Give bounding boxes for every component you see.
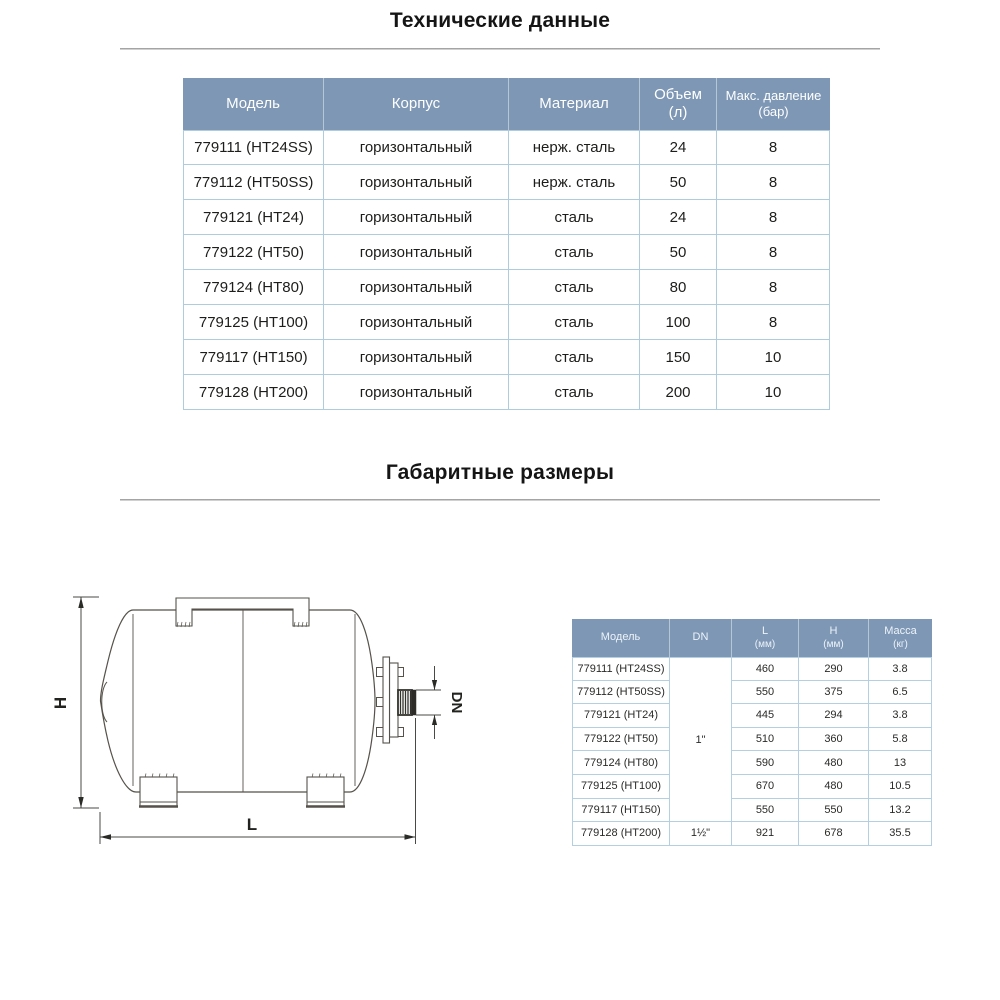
height-cell: 360 (799, 728, 869, 752)
column-header (572, 619, 670, 657)
mass-cell: 10.5 (869, 775, 932, 799)
header-line1: Корпус (391, 94, 441, 112)
column-header (670, 619, 732, 657)
length-cell: 510 (732, 728, 799, 752)
height-cell: 678 (799, 822, 869, 846)
mass-cell: 13.2 (869, 799, 932, 823)
h-arrow-top (78, 597, 83, 608)
model-cell: 779128 (HT200) (183, 375, 324, 410)
model-cell: 779124 (HT80) (183, 270, 324, 305)
material-cell: сталь (509, 340, 640, 375)
pressure-cell: 8 (717, 200, 830, 235)
dims-table-row (572, 751, 932, 775)
mass-cell: 3.8 (869, 704, 932, 728)
dimensions-table (572, 619, 932, 846)
header-line2: (л) (668, 104, 688, 121)
length-cell: 550 (732, 799, 799, 823)
header-line2: (кг) (893, 638, 908, 650)
column-header (717, 78, 830, 130)
column-header (640, 78, 717, 130)
header-line1: L (761, 624, 769, 637)
foot-left (139, 774, 178, 807)
tech-table-row (183, 340, 830, 375)
header-line1: Масса (884, 624, 917, 637)
header-line1: Материал (539, 94, 609, 112)
tech-table-row (183, 375, 830, 410)
column-header (732, 619, 799, 657)
pipe-connection (398, 690, 416, 715)
dn-group-cell: 1" (670, 657, 732, 822)
dn-label: DN (448, 691, 465, 714)
model-cell: 779117 (HT150) (183, 340, 324, 375)
pressure-cell: 10 (717, 375, 830, 410)
l-arrow-right (405, 834, 416, 839)
model-cell: 779111 (HT24SS) (183, 130, 324, 165)
height-cell: 550 (799, 799, 869, 823)
mass-cell: 6.5 (869, 681, 932, 705)
dims-header-row (572, 619, 932, 657)
tech-header-row (183, 78, 830, 130)
length-cell: 590 (732, 751, 799, 775)
model-cell: 779122 (HT50) (572, 728, 670, 752)
header-line1: Объем (654, 85, 702, 103)
material-cell: сталь (509, 375, 640, 410)
length-cell: 670 (732, 775, 799, 799)
model-cell: 779112 (HT50SS) (572, 681, 670, 705)
body-cell: горизонтальный (324, 270, 509, 305)
header-line2: (мм) (754, 638, 776, 650)
length-cell: 550 (732, 681, 799, 705)
pressure-cell: 8 (717, 130, 830, 165)
mass-cell: 5.8 (869, 728, 932, 752)
h-label: H (51, 696, 70, 710)
body-cell: горизонтальный (324, 130, 509, 165)
volume-cell: 24 (640, 130, 717, 165)
volume-cell: 200 (640, 375, 717, 410)
tank-dimension-drawing (40, 555, 490, 875)
section-title-dimensions: Габаритные размеры (385, 461, 615, 484)
dims-table-row (572, 775, 932, 799)
model-cell: 779125 (HT100) (183, 305, 324, 340)
model-cell: 779117 (HT150) (572, 799, 670, 823)
model-cell: 779111 (HT24SS) (572, 657, 670, 681)
mass-cell: 35.5 (869, 822, 932, 846)
h-dimension (73, 597, 99, 808)
pressure-cell: 8 (717, 235, 830, 270)
material-cell: нерж. сталь (509, 165, 640, 200)
height-cell: 294 (799, 704, 869, 728)
volume-cell: 50 (640, 235, 717, 270)
dn-arrow-top (432, 680, 437, 690)
length-cell: 445 (732, 704, 799, 728)
column-header (324, 78, 509, 130)
mass-cell: 3.8 (869, 657, 932, 681)
model-cell: 779121 (HT24) (572, 704, 670, 728)
column-header (509, 78, 640, 130)
model-cell: 779122 (HT50) (183, 235, 324, 270)
body-cell: горизонтальный (324, 165, 509, 200)
body-cell: горизонтальный (324, 305, 509, 340)
column-header (869, 619, 932, 657)
dims-table-row (572, 822, 932, 846)
tech-table-row (183, 235, 830, 270)
material-cell: нерж. сталь (509, 130, 640, 165)
pressure-cell: 8 (717, 270, 830, 305)
body-cell: горизонтальный (324, 375, 509, 410)
volume-cell: 100 (640, 305, 717, 340)
dims-table-row (572, 799, 932, 823)
model-cell: 779128 (HT200) (572, 822, 670, 846)
dims-table-row (572, 657, 932, 681)
model-cell: 779125 (HT100) (572, 775, 670, 799)
model-cell: 779112 (HT50SS) (183, 165, 324, 200)
l-arrow-left (100, 834, 111, 839)
tech-table-row (183, 305, 830, 340)
divider-bottom (120, 499, 880, 501)
model-cell: 779124 (HT80) (572, 751, 670, 775)
section-title-technical: Технические данные (389, 9, 611, 32)
foot-right (306, 774, 345, 807)
header-line1: Модель (226, 94, 280, 112)
pressure-cell: 10 (717, 340, 830, 375)
header-line2: (мм) (823, 638, 844, 650)
length-cell: 460 (732, 657, 799, 681)
volume-cell: 150 (640, 340, 717, 375)
tech-table-row (183, 200, 830, 235)
dims-table-row (572, 728, 932, 752)
model-cell: 779121 (HT24) (183, 200, 324, 235)
dn-arrow-bottom (432, 715, 437, 725)
volume-cell: 80 (640, 270, 717, 305)
material-cell: сталь (509, 200, 640, 235)
divider-top (120, 48, 880, 50)
column-header (799, 619, 869, 657)
height-cell: 480 (799, 751, 869, 775)
dn-dimension (416, 666, 441, 739)
column-header (183, 78, 324, 130)
header-line2: (бар) (758, 104, 789, 119)
pressure-cell: 8 (717, 305, 830, 340)
mass-cell: 13 (869, 751, 932, 775)
material-cell: сталь (509, 305, 640, 340)
h-arrow-bottom (78, 797, 83, 808)
technical-data-table (183, 78, 830, 410)
dims-table-row (572, 681, 932, 705)
height-cell: 375 (799, 681, 869, 705)
dn-cell: 1½" (670, 822, 732, 846)
header-line1: DN (692, 631, 709, 644)
l-label: L (246, 815, 258, 834)
tech-table-row (183, 165, 830, 200)
tech-table-row (183, 130, 830, 165)
dims-table-row (572, 704, 932, 728)
volume-cell: 50 (640, 165, 717, 200)
body-cell: горизонтальный (324, 340, 509, 375)
tech-table-row (183, 270, 830, 305)
body-cell: горизонтальный (324, 200, 509, 235)
height-cell: 480 (799, 775, 869, 799)
header-line1: Модель (600, 631, 641, 644)
body-cell: горизонтальный (324, 235, 509, 270)
header-line1: Макс. давление (725, 88, 822, 104)
material-cell: сталь (509, 270, 640, 305)
volume-cell: 24 (640, 200, 717, 235)
material-cell: сталь (509, 235, 640, 270)
tank-body (101, 610, 376, 792)
height-cell: 290 (799, 657, 869, 681)
pressure-cell: 8 (717, 165, 830, 200)
header-line1: H (829, 624, 838, 637)
length-cell: 921 (732, 822, 799, 846)
